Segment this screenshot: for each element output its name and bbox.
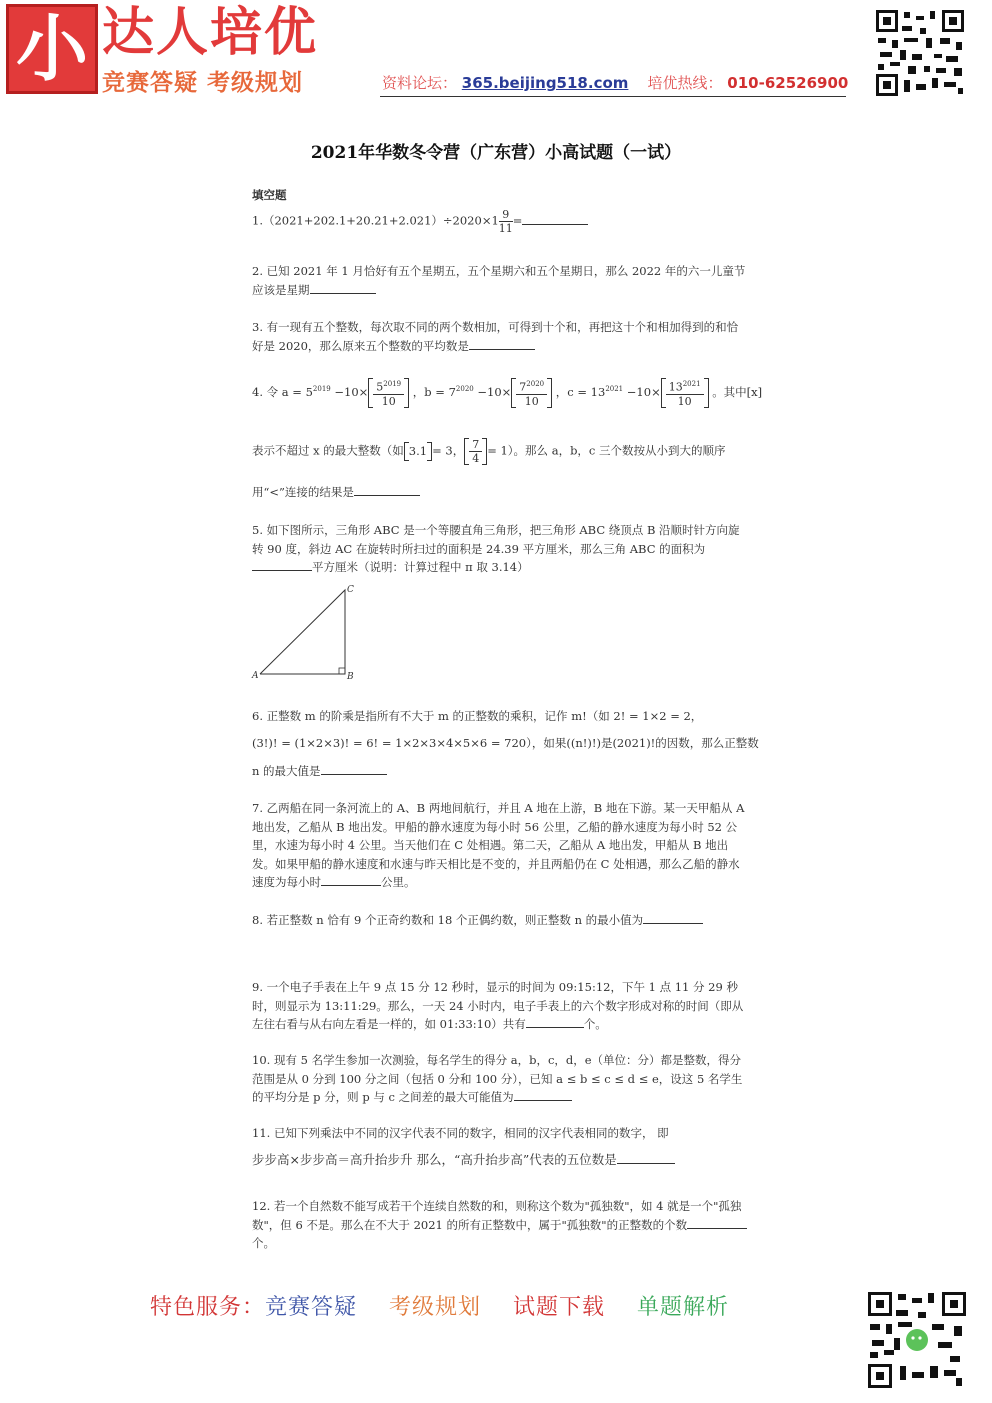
q5-tail: 平方厘米（说明：计算过程中 π 取 3.14） xyxy=(312,560,529,574)
answer-blank[interactable] xyxy=(321,873,381,886)
triangle-diagram xyxy=(250,582,360,682)
q4-example-2-result: = 1）。那么 a，b，c 三个数按从小到大的顺序 xyxy=(487,443,726,458)
q1-expression: 1.（2021+202.1+20.21+2.021）÷2020×1 xyxy=(252,213,499,228)
question-10 xyxy=(252,1051,748,1107)
q4-b-exponent: 2020 xyxy=(455,385,474,393)
answer-blank[interactable] xyxy=(514,1088,572,1101)
header-divider xyxy=(380,96,846,97)
q1-equals: = xyxy=(512,213,523,228)
q4-definition: 表示不超过 x 的最大整数（如 xyxy=(252,443,404,458)
vertex-a-label: A xyxy=(252,671,259,681)
answer-blank[interactable] xyxy=(526,1015,584,1028)
answer-blank[interactable] xyxy=(617,1151,675,1164)
q4-c-minus: −10× xyxy=(626,384,661,399)
answer-blank[interactable] xyxy=(643,911,703,924)
q4-c-inner-exponent: 2021 xyxy=(682,380,701,388)
page-title: 2021年华数冬令营（广东营）小高试题（一试） xyxy=(310,143,682,163)
q4-example-2-denominator: 4 xyxy=(472,452,480,465)
question-11-line-2 xyxy=(252,1151,675,1170)
q4-c-floor: $\frac{13^{2021}}{10}$ xyxy=(661,378,709,408)
q4-example-1-result: = 3， xyxy=(432,443,465,458)
answer-blank[interactable] xyxy=(310,281,376,294)
q4-example-2 xyxy=(464,438,487,465)
q4-c-denominator: 10 xyxy=(677,394,692,408)
vertex-c-label: C xyxy=(347,585,354,595)
hotline-number: 010-62526900 xyxy=(727,74,849,92)
q4-a-denominator: 10 xyxy=(381,394,396,408)
q4-prompt: 用“<”连接的结果是 xyxy=(252,485,354,499)
footer-item-download[interactable]: 试题下载 xyxy=(513,1295,606,1320)
question-6-line-1: 6. 正整数 m 的阶乘是指所有不大于 m 的正整数的乘积，记作 m!（如 2! = 1×2 = 2， xyxy=(252,709,703,723)
qr-code-top xyxy=(874,8,966,98)
footer-item-exam-planning[interactable]: 考级规划 xyxy=(389,1295,482,1320)
q4-c-label: ，c = 13 xyxy=(555,384,606,399)
q9-text: 9. 一个电子手表在上午 9 点 15 分 12 秒时，显示的时间为 09:15:12，下午 1 点 11 分 29 秒时，则显示为 13:11:29。那么，一天 24 小时内，电子手表上的六个数字形成对称的时间（即从左往右看与从右向左看是一样的，如 01:33:10）共有 xyxy=(252,980,744,1031)
footer-item-analysis[interactable]: 单题解析 xyxy=(637,1295,730,1320)
footer-item-competition-qa[interactable]: 竞赛答疑 xyxy=(265,1295,358,1320)
q7-tail: 公里。 xyxy=(381,875,416,889)
question-4-line-1 xyxy=(252,378,762,408)
logo-subtitle: 竞赛答疑 考级规划 xyxy=(102,70,304,96)
q3-text: 3. 有一现有五个整数，每次取不同的两个数相加，可得到十个和，再把这十个和相加得到的和恰好是 2020，那么原来五个整数的平均数是 xyxy=(252,320,739,353)
q4-example-1 xyxy=(404,442,432,461)
question-6-line-3 xyxy=(252,762,387,781)
wechat-qr-code xyxy=(866,1290,968,1390)
vertex-b-label: B xyxy=(347,672,354,682)
q10-text: 10. 现有 5 名学生参加一次测验，每名学生的得分 a，b，c，d，e（单位：分）都是整数，得分范围是从 0 分到 100 分之间（包括 0 分和 100 分），已知 a ≤ b ≤ c ≤ d ≤ e，设这 5 名学生的平均分是 p 分，则 p 与 c 之间差的最大可能值为 xyxy=(252,1053,743,1104)
logo-title: 达人培优 xyxy=(102,3,319,63)
answer-blank[interactable] xyxy=(252,558,312,571)
q6-prompt: n 的最大值是 xyxy=(252,764,321,778)
answer-blank[interactable] xyxy=(354,483,420,496)
answer-blank[interactable] xyxy=(469,337,535,350)
question-7 xyxy=(252,799,748,892)
question-11-line-1: 11. 已知下列乘法中不同的汉字代表不同的数字，相同的汉字代表相同的数字， 即 xyxy=(252,1126,669,1140)
question-9 xyxy=(252,978,748,1034)
q7-text: 7. 乙两船在同一条河流上的 A、B 两地间航行，并且 A 地在上游，B 地在下游。某一天甲船从 A 地出发，乙船从 B 地出发。甲船的静水速度为每小时 56 公里，乙船的静水速度为每小时 52 公里，水速为每小时 4 公里。当天他们在 C 处相遇。第二天，乙船从 A 地出发，甲船从 B 地出发。如果甲船的静水速度和水速与昨天相比是不变的，并且两船仍在 C 处相遇，那么乙船的静水速度为每小时 xyxy=(252,801,745,889)
q1-fraction xyxy=(499,208,513,235)
q4-b-denominator: 10 xyxy=(524,394,539,408)
header-contact xyxy=(382,72,848,93)
answer-blank[interactable] xyxy=(321,762,387,775)
question-2 xyxy=(252,262,748,299)
q11-prompt: 步步高×步步高＝高升抬步升 那么，“高升抬步高”代表的五位数是 xyxy=(252,1152,617,1167)
question-4-line-3 xyxy=(252,483,420,502)
forum-link[interactable]: 365.beijing518.com xyxy=(461,74,629,92)
q1-frac-numerator: 9 xyxy=(499,208,513,222)
logo-mark: 小 xyxy=(6,4,98,94)
answer-blank[interactable] xyxy=(687,1216,747,1229)
q4-a-label: 4. 令 a = 5 xyxy=(252,384,313,399)
answer-blank[interactable] xyxy=(522,212,588,225)
q4-a-exponent: 2019 xyxy=(312,385,331,393)
question-1 xyxy=(252,208,588,235)
question-6-line-2: (3!)! = (1×2×3)! = 6! = 1×2×3×4×5×6 = 720），如果((n!)!)是(2021)!的因数，那么正整数 xyxy=(252,736,759,750)
section-heading: 填空题 xyxy=(252,188,287,202)
q4-c-exponent: 2021 xyxy=(605,385,624,393)
q4-example-2-numerator: 7 xyxy=(469,438,482,452)
footer-services xyxy=(150,1290,729,1321)
q4-a-minus: −10× xyxy=(334,384,369,399)
q2-text: 2. 已知 2021 年 1 月恰好有五个星期五，五个星期六和五个星期日，那么 2022 年的六一儿童节应该是星期 xyxy=(252,264,746,297)
question-12 xyxy=(252,1197,748,1253)
q1-frac-denominator: 11 xyxy=(498,222,513,235)
q4-example-1-value: 3.1 xyxy=(408,444,428,459)
footer-label: 特色服务： xyxy=(150,1295,266,1320)
question-8 xyxy=(252,911,748,930)
q4-b-floor: $\frac{7^{2020}}{10}$ xyxy=(511,378,552,408)
q4-b-label: ，b = 7 xyxy=(412,384,456,399)
q4-a-floor: $\frac{5^{2019}}{10}$ xyxy=(368,378,409,408)
q4-b-minus: −10× xyxy=(477,384,512,399)
q5-text: 5. 如下图所示，三角形 ABC 是一个等腰直角三角形，把三角形 ABC 绕顶点 B 沿顺时针方向旋转 90 度，斜边 AC 在旋转时所扫过的面积是 24.39 平方厘米，那么三角 ABC 的面积为 xyxy=(252,523,740,556)
q9-tail: 个。 xyxy=(583,1017,607,1031)
question-5 xyxy=(252,521,748,577)
question-4-line-2 xyxy=(252,438,726,465)
hotline-label: 培优热线： xyxy=(647,74,723,92)
q8-text: 8. 若正整数 n 恰有 9 个正奇约数和 18 个正偶约数，则正整数 n 的最小值为 xyxy=(252,913,644,927)
question-3 xyxy=(252,318,748,355)
q12-tail: 个。 xyxy=(252,1236,275,1250)
q4-b-inner-exponent: 2020 xyxy=(526,380,545,388)
q4-a-inner-exponent: 2019 xyxy=(383,380,402,388)
q4-tail: 。其中[x] xyxy=(712,384,763,399)
q12-text: 12. 若一个自然数不能写成若干个连续自然数的和，则称这个数为"孤独数"，如 4 就是一个"孤独数"，但 6 不是。那么在不大于 2021 的所有正整数中，属于"孤独数"的正整数的个数 xyxy=(252,1199,742,1232)
forum-label: 资料论坛： xyxy=(382,74,458,92)
